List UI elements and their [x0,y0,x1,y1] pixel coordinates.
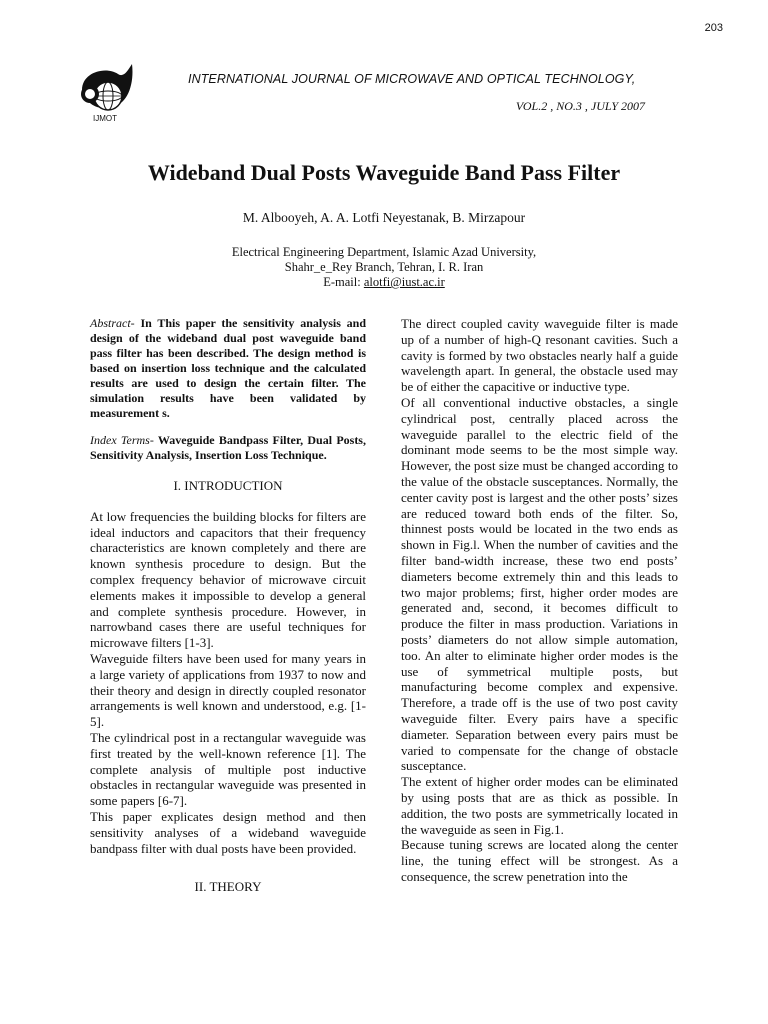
section-heading-theory: II. THEORY [194,879,262,895]
abstract-label: Abstract- [90,316,135,330]
paper-title: Wideband Dual Posts Waveguide Band Pass Filter [147,160,621,185]
index-terms [90,433,366,463]
affiliation-line-1: Electrical Engineering Department, Islamic Azad University, [231,245,537,259]
page-number: 203 [704,22,723,34]
paragraph: At low frequencies the building blocks for filters are ideal inductors and capacitors that their frequency characteristics are known completely and there are known synthesis procedure to design. But the complex frequency behavior of microwave circuit elements makes it impossible to develop a general and complete synthesis procedure. However, in narrowband cases there are useful techniques for microwave filters [1-3]. [90,508,366,651]
paragraph: Because tuning screws are located along the center line, the tuning effect will be strongest. As a consequence, the screw penetration into the [401,837,678,884]
affiliation [0,245,768,290]
paper-authors: M. Albooyeh, A. A. Lotfi Neyestanak, B. Mirzapour [242,210,526,225]
right-column [401,316,678,885]
email-line [0,275,768,290]
logo-caption: IJMOT [93,114,117,123]
index-terms-text: Waveguide Bandpass Filter, Dual Posts, Sensitivity Analysis, Insertion Loss Technique. [90,433,366,462]
affiliation-line-2: Shahr_e_Rey Branch, Tehran, I. R. Iran [284,260,484,274]
paragraph: The cylindrical post in a rectangular waveguide was first treated by the well-known reference [1]. The complete analysis of multiple post inductive obstacles in rectangular waveguide was presented in some papers [6-7]. [90,729,366,809]
abstract-text: In This paper the sensitivity analysis and design of the wideband dual post waveguide band pass filter has been described. The design method is based on insertion loss technique and the calculated results are used to design the certain filter. The simulation results have been validated by measurement s. [90,316,366,420]
section-heading-introduction: I. INTRODUCTION [173,478,283,493]
email-label: E-mail: [323,275,364,289]
index-terms-label: Index Terms- [90,433,154,447]
email-link[interactable]: alotfi@iust.ac.ir [363,275,445,289]
paragraph: Of all conventional inductive obstacles, a single cylindrical post, centrally placed across the waveguide parallel to the electric field of the dominant mode seems to be the most simple way. However, the post size must be changed according to the value of the obstacle susceptances. Normally, the center cavity post is largest and the other posts’ sizes are reduced toward both ends of the filter. So, thinnest posts would be located in the two ends as shown in Fig.l. When the number of cavities and the filter band-width increase, these two end posts’ diameters become extremely thin and this leads to two major problems; first, higher order modes are generated and, second, it becomes difficult to produce the filter in mass production. Variations in posts’ diameters do not allow simple automation, too. An alter to eliminate higher order modes is the use of symmetrical multiple posts, but manufacturing become complex and expensive. Therefore, a trade off is the use of two post cavity waveguide filter. Every pairs have a specific diameter. Separation between every pairs must be varied to compensate for the change of obstacle susceptance. [401,394,678,774]
paragraph: This paper explicates design method and then sensitivity analyses of a wideband waveguide bandpass filter with dual posts have been provided. [90,808,366,856]
paragraph: The direct coupled cavity waveguide filter is made up of a number of high-Q resonant cavities. Such a cavity is formed by two obstacles nearly half a guide wavelength apart. In general, the obstacle used may be of either the capacitive or inductive type. [401,316,678,395]
abstract [90,316,366,421]
journal-name: INTERNATIONAL JOURNAL OF MICROWAVE AND OPTICAL TECHNOLOGY, [188,72,636,86]
paragraph: The extent of higher order modes can be eliminated by using posts that are as thick as possible. In addition, the two posts are symmetrically located in the waveguide as seen in Fig.1. [401,774,678,837]
left-column [90,316,366,910]
journal-logo [72,60,136,122]
journal-issue: VOL.2 , NO.3 , JULY 2007 [515,99,645,113]
paragraph: Waveguide filters have been used for many years in a large variety of applications from 1937 to now and their theory and design in directly coupled resonator arrangements is well known and understood, e.g. [1-5]. [90,650,366,730]
